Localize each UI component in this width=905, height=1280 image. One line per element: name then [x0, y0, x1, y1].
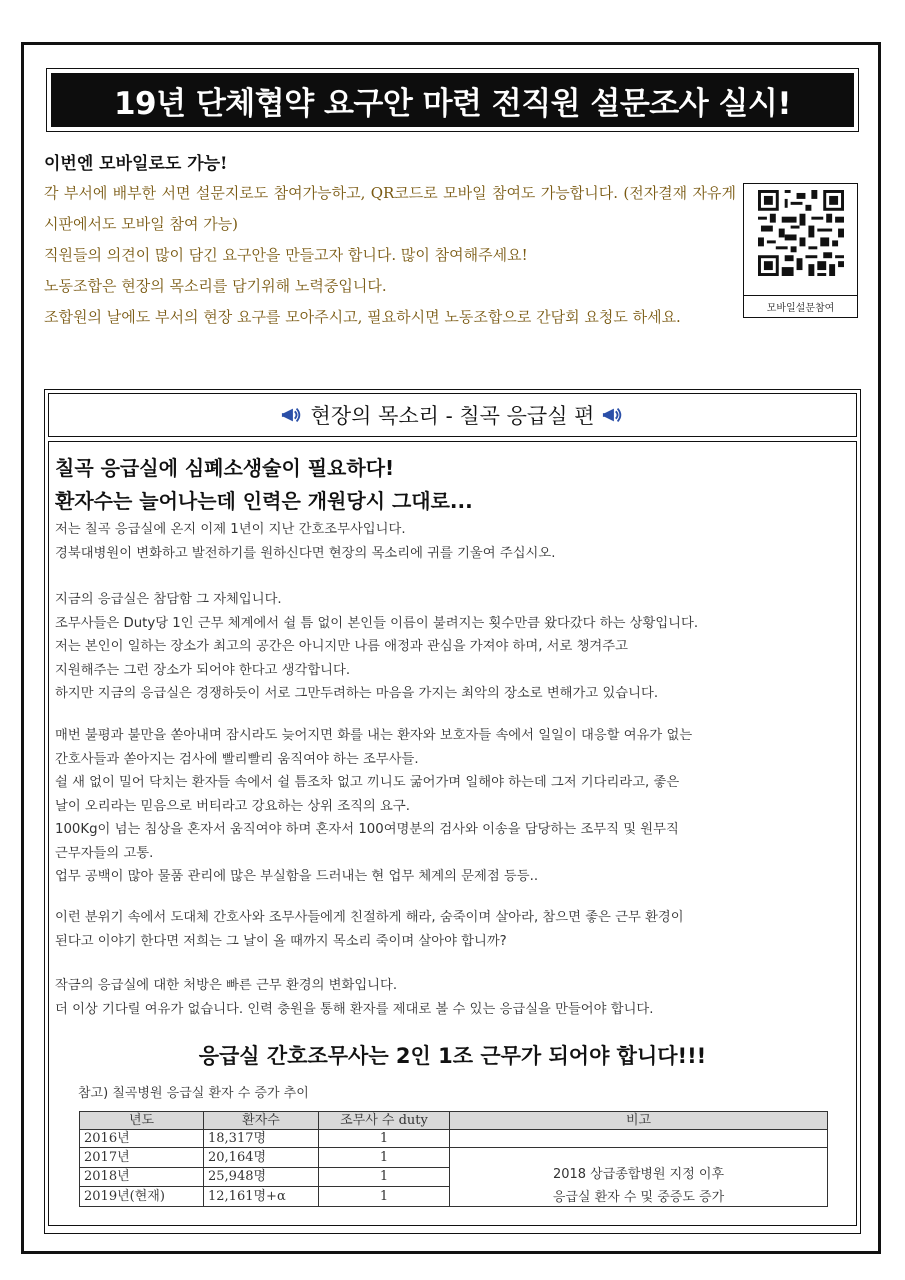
paragraph-line: 저는 본인이 일하는 장소가 최고의 공간은 아니지만 나름 애정과 관심을 가져야 하며, 서로 챙겨주고 [55, 639, 628, 654]
patient-stats-table [79, 1111, 828, 1207]
paragraph-line: 100Kg이 넘는 침상을 혼자서 움직여야 하며 혼자서 100여명분의 검사와 이송을 담당하는 조무직 및 원무직 [55, 822, 679, 837]
table-header-duty: 조무사 수 duty [319, 1112, 450, 1130]
table-note-line: 2018 상급종합병원 지정 이후 [552, 1167, 725, 1182]
table-cell-patients: 20,164명 [204, 1148, 319, 1168]
voice-title-text: 현장의 목소리 - 칠곡 응급실 편 [310, 404, 595, 428]
table-cell-year: 2019년(현재) [80, 1187, 204, 1207]
notice-body [44, 178, 736, 333]
megaphone-icon [602, 404, 624, 426]
notice-line: 조합원의 날에도 부서의 현장 요구를 모아주시고, 필요하시면 노동조합으로 간담회 요청도 하세요. [44, 308, 681, 326]
paragraph-line: 작금의 응급실에 대한 처방은 빠른 근무 환경의 변화입니다. [55, 978, 398, 993]
title-frame [46, 68, 859, 132]
qr-code-box[interactable] [743, 183, 858, 318]
paragraph-4 [55, 906, 850, 953]
voice-section-title [48, 393, 857, 437]
table-cell-patients: 18,317명 [204, 1130, 319, 1148]
table-cell-year: 2016년 [80, 1130, 204, 1148]
paragraph-3 [55, 724, 850, 889]
paragraph-line: 지원해주는 그런 장소가 되어야 한다고 생각합니다. [55, 662, 351, 678]
qr-code-icon[interactable] [758, 190, 844, 276]
paragraph-line: 간호사들과 쏟아지는 검사에 빨리빨리 움직여야 하는 조무사들. [55, 751, 419, 767]
notice-heading: 이번엔 모바일로도 가능! [44, 154, 228, 174]
paragraph-line: 날이 오리라는 믿음으로 버티라고 강요하는 상위 조직의 요구. [55, 798, 410, 814]
table-note-line: 응급실 환자 수 및 중증도 증가 [552, 1190, 725, 1205]
table-cell-year: 2018년 [80, 1167, 204, 1187]
table-row [80, 1130, 828, 1148]
paragraph-line: 매번 불평과 불만을 쏟아내며 잠시라도 늦어지면 화를 내는 환자와 보호자들 속에서 일일이 대응할 여유가 없는 [55, 728, 693, 743]
table-cell-note [450, 1148, 828, 1207]
paragraph-line: 하지만 지금의 응급실은 경쟁하듯이 서로 그만두려하는 마음을 가지는 최악의 장소로 변해가고 있습니다. [55, 686, 659, 701]
table-cell-duty: 1 [319, 1167, 450, 1187]
notice-line: 각 부서에 배부한 서면 설문지로도 참여가능하고, QR코드로 모바일 참여도 가능합니다. (전자결재 자유게시판에서도 모바일 참여 가능) [44, 184, 736, 233]
headline-1: 칠곡 응급실에 심폐소생술이 필요하다! [55, 456, 395, 480]
page-title: 19년 단체협약 요구안 마련 전직원 설문조사 실시! [113, 85, 791, 122]
table-header-note: 비고 [450, 1112, 828, 1130]
table-cell-year: 2017년 [80, 1148, 204, 1168]
table-cell-note [450, 1130, 828, 1148]
paragraph-line: 업무 공백이 많아 물품 관리에 많은 부실함을 드러내는 현 업무 체계의 문제점 등등.. [55, 869, 539, 884]
notice-line: 노동조합은 현장의 목소리를 담기위해 노력중입니다. [44, 277, 387, 295]
paragraph-line: 된다고 이야기 한다면 저희는 그 날이 올 때까지 목소리 죽이며 살아야 합니까? [55, 933, 507, 949]
paragraph-line: 지금의 응급실은 참담함 그 자체입니다. [55, 592, 282, 607]
qr-label: 모바일설문참여 [744, 295, 857, 314]
slogan: 응급실 간호조무사는 2인 1조 근무가 되어야 합니다!!! [198, 1044, 707, 1068]
paragraph-line: 쉴 새 없이 밀어 닥치는 환자들 속에서 쉴 틈조차 없고 끼니도 굶어가며 일해야 하는데 그저 기다리라고, 좋은 [55, 775, 680, 790]
paragraph-2 [55, 588, 850, 706]
paragraph-line: 더 이상 기다릴 여유가 없습니다. 인력 충원을 통해 환자를 제대로 볼 수 있는 응급실을 만들어야 합니다. [55, 1001, 654, 1017]
paragraph-line: 경북대병원이 변화하고 발전하기를 원하신다면 현장의 목소리에 귀를 기울여 주십시오. [55, 545, 556, 561]
table-cell-patients: 12,161명+α [204, 1187, 319, 1207]
table-row [80, 1148, 828, 1168]
table-cell-patients: 25,948명 [204, 1167, 319, 1187]
headline-2: 환자수는 늘어나는데 인력은 개원당시 그대로... [55, 489, 473, 513]
paragraph-5 [55, 974, 850, 1021]
table-caption: 참고) 칠곡병원 응급실 환자 수 증가 추이 [78, 1086, 309, 1101]
paragraph-line: 근무자들의 고통. [55, 845, 154, 861]
paragraph-line: 저는 칠곡 응급실에 온지 이제 1년이 지난 간호조무사입니다. [55, 522, 406, 537]
table-header-year: 년도 [80, 1112, 204, 1130]
notice-line: 직원들의 의견이 많이 담긴 요구안을 만들고자 합니다. 많이 참여해주세요! [44, 246, 528, 264]
table-cell-duty: 1 [319, 1148, 450, 1168]
megaphone-icon [281, 404, 303, 426]
paragraph-line: 이런 분위기 속에서 도대체 간호사와 조무사들에게 친절하게 해라, 숨죽이며 살아라, 참으면 좋은 근무 환경이 [55, 910, 684, 925]
table-header-patients: 환자수 [204, 1112, 319, 1130]
paragraph-line: 조무사들은 Duty당 1인 근무 체계에서 쉴 틈 없이 본인들 이름이 불려지는 횟수만큼 왔다갔다 하는 상황입니다. [55, 615, 699, 631]
table-cell-duty: 1 [319, 1187, 450, 1207]
paragraph-1 [55, 518, 850, 565]
table-cell-duty: 1 [319, 1130, 450, 1148]
table-header-row [80, 1112, 828, 1130]
title-bar [51, 73, 854, 127]
